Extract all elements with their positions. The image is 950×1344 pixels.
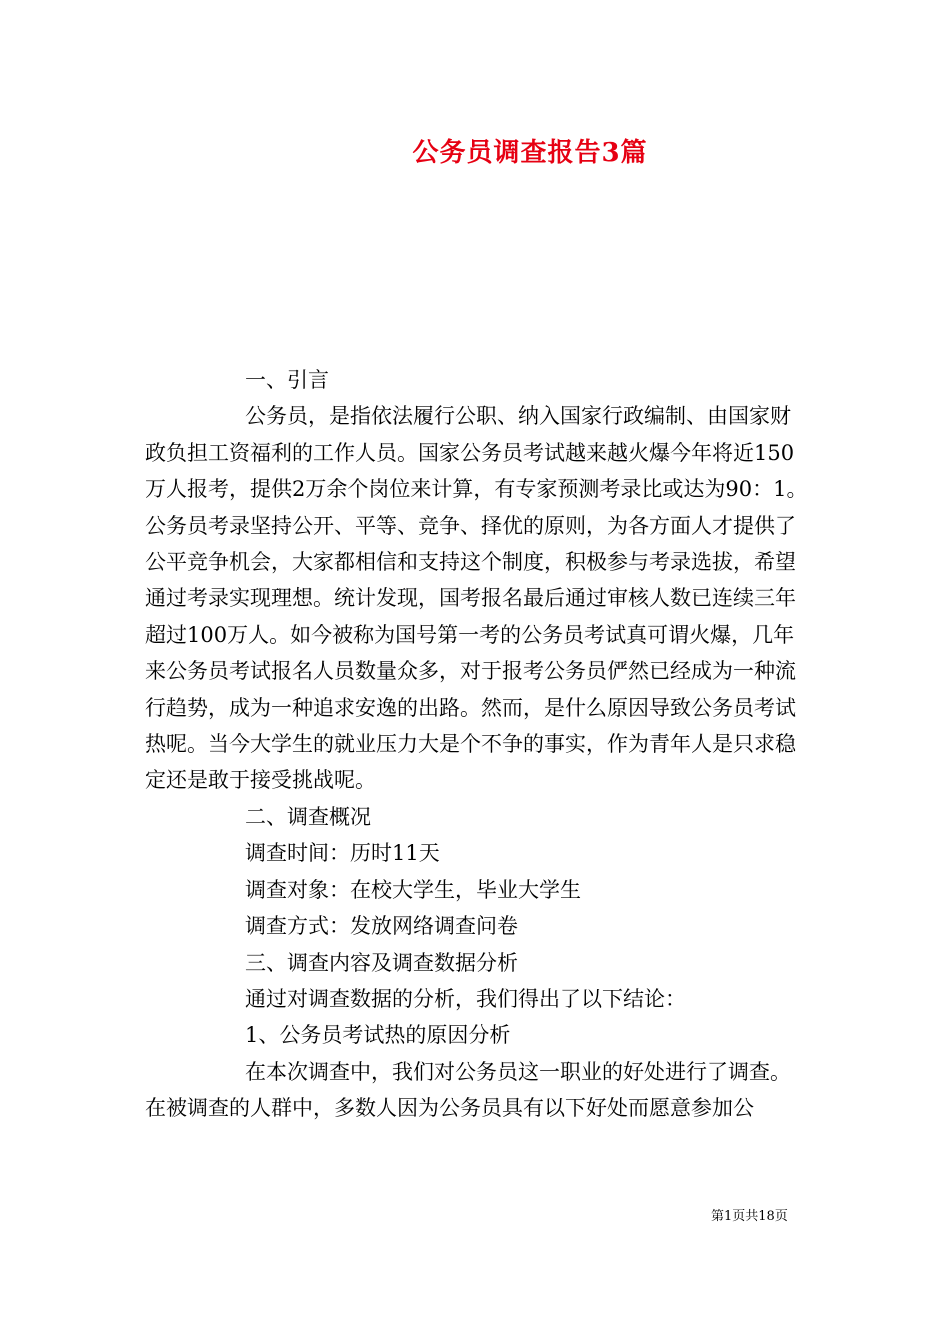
reason-paragraph: 在本次调查中，我们对公务员这一职业的好处进行了调查。在被调查的人群中，多数人因为公务员具有以下好处而愿意参加公 (145, 1059, 791, 1121)
document-body (145, 362, 810, 1127)
survey-time: 调查时间：历时11天 (245, 841, 440, 866)
document-title: 公务员调查报告3篇 (412, 138, 648, 168)
reason-heading: 1、公务员考试热的原因分析 (245, 1023, 511, 1048)
overview-heading: 二、调查概况 (245, 804, 371, 829)
intro-paragraph: 公务员，是指依法履行公职、纳入国家行政编制、由国家财政负担工资福利的工作人员。国家公务员考试越来越火爆今年将近150万人报考，提供2万余个岗位来计算，有专家预测考录比或达为90：1。公务员考录坚持公开、平等、竞争、择优的原则，为各方面人才提供了公平竞争机会，大家都相信和支持这个制度，积极参与考录选拔，希望通过考录实现理想。统计发现，国考报名最后通过审核人数已连续三年超过100万人。如今被称为国号第一考的公务员考试真可谓火爆，几年来公务员考试报名人员数量众多，对于报考公务员俨然已经成为一种流行趋势，成为一种追求安逸的出路。然而，是什么原因导致公务员考试热呢。当今大学生的就业压力大是个不争的事实，作为青年人是只求稳定还是敢于接受挑战呢。 (145, 404, 808, 793)
survey-subject: 调查对象：在校大学生，毕业大学生 (245, 877, 581, 902)
survey-method: 调查方式：发放网络调查问卷 (245, 914, 518, 939)
intro-heading: 一、引言 (245, 368, 329, 392)
analysis-heading: 三、调查内容及调查数据分析 (245, 950, 518, 975)
analysis-intro: 通过对调查数据的分析，我们得出了以下结论： (245, 986, 686, 1011)
page-footer: 第1页共18页 (711, 1209, 788, 1224)
